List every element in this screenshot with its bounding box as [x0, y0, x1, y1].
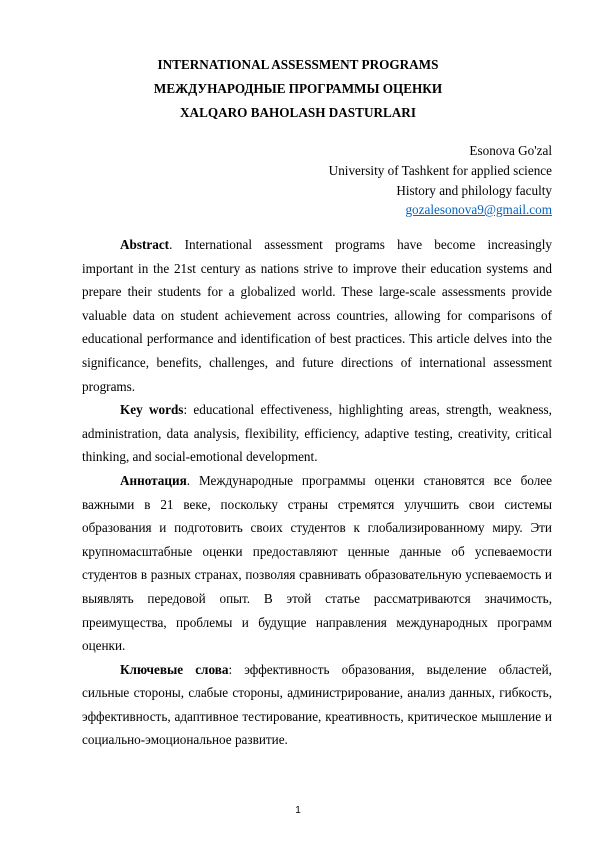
page-number: 1 — [295, 805, 301, 816]
title-uzbek: XALQARO BAHOLASH DASTURLARI — [180, 105, 416, 120]
annotation-text: . Международные программы оценки становятся все более важными в 21 веке, поскольку страны стремятся улучшить свои системы образования и подготовить своих студентов к глобализированному миру. Эти крупномасштабные оценки предоставляют ценные данные об успеваемости студентов в разных странах, позволяя сравнивать образовательную успеваемость и выявлять передовой опыт. В этой статье рассматриваются значимость, преимущества, проблемы и будущие направления международных программ оценки. — [82, 472, 552, 654]
keywords-english — [82, 398, 552, 469]
title-russian: МЕЖДУНАРОДНЫЕ ПРОГРАММЫ ОЦЕНКИ — [153, 81, 443, 96]
abstract-text: . International assessment programs have become increasingly important in the 21st century as nations strive to improve their education systems and prepare their students for a globalized world. These large-scale assessments provide valuable data on student achievement across countries, allowing for comparisons of educational performance and identification of best practices. This article delves into the significance, benefits, challenges, and future directions of international assessment programs. — [82, 237, 552, 394]
annotation-label: Аннотация — [120, 472, 187, 488]
author-email-link[interactable]: gozalesonova9@gmail.com — [405, 202, 552, 217]
author-name: Esonova Go'zal — [469, 143, 552, 158]
keywords-ru-label: Ключевые слова — [120, 661, 229, 677]
abstract-russian — [82, 469, 552, 658]
keywords-ru-text: : эффективность образования, выделение областей, сильные стороны, слабые стороны, администрирование, анализ данных, гибкость, эффективность, адаптивное тестирование, креативность, критическое мышление и социально-эмоциональное развитие. — [82, 661, 552, 748]
keywords-russian — [82, 658, 552, 752]
keywords-label: Key words — [120, 402, 184, 418]
abstract-label: Abstract — [120, 237, 170, 252]
title-english: INTERNATIONAL ASSESSMENT PROGRAMS — [157, 57, 439, 72]
article-body — [82, 233, 552, 752]
author-faculty: History and philology faculty — [396, 183, 552, 198]
keywords-text: : educational effectiveness, highlighting areas, strength, weakness, administration, data analysis, flexibility, efficiency, adaptive testing, creativity, critical thinking, and social-emotional development. — [82, 402, 552, 465]
abstract-english — [82, 233, 552, 398]
author-university: University of Tashkent for applied science — [328, 163, 552, 178]
